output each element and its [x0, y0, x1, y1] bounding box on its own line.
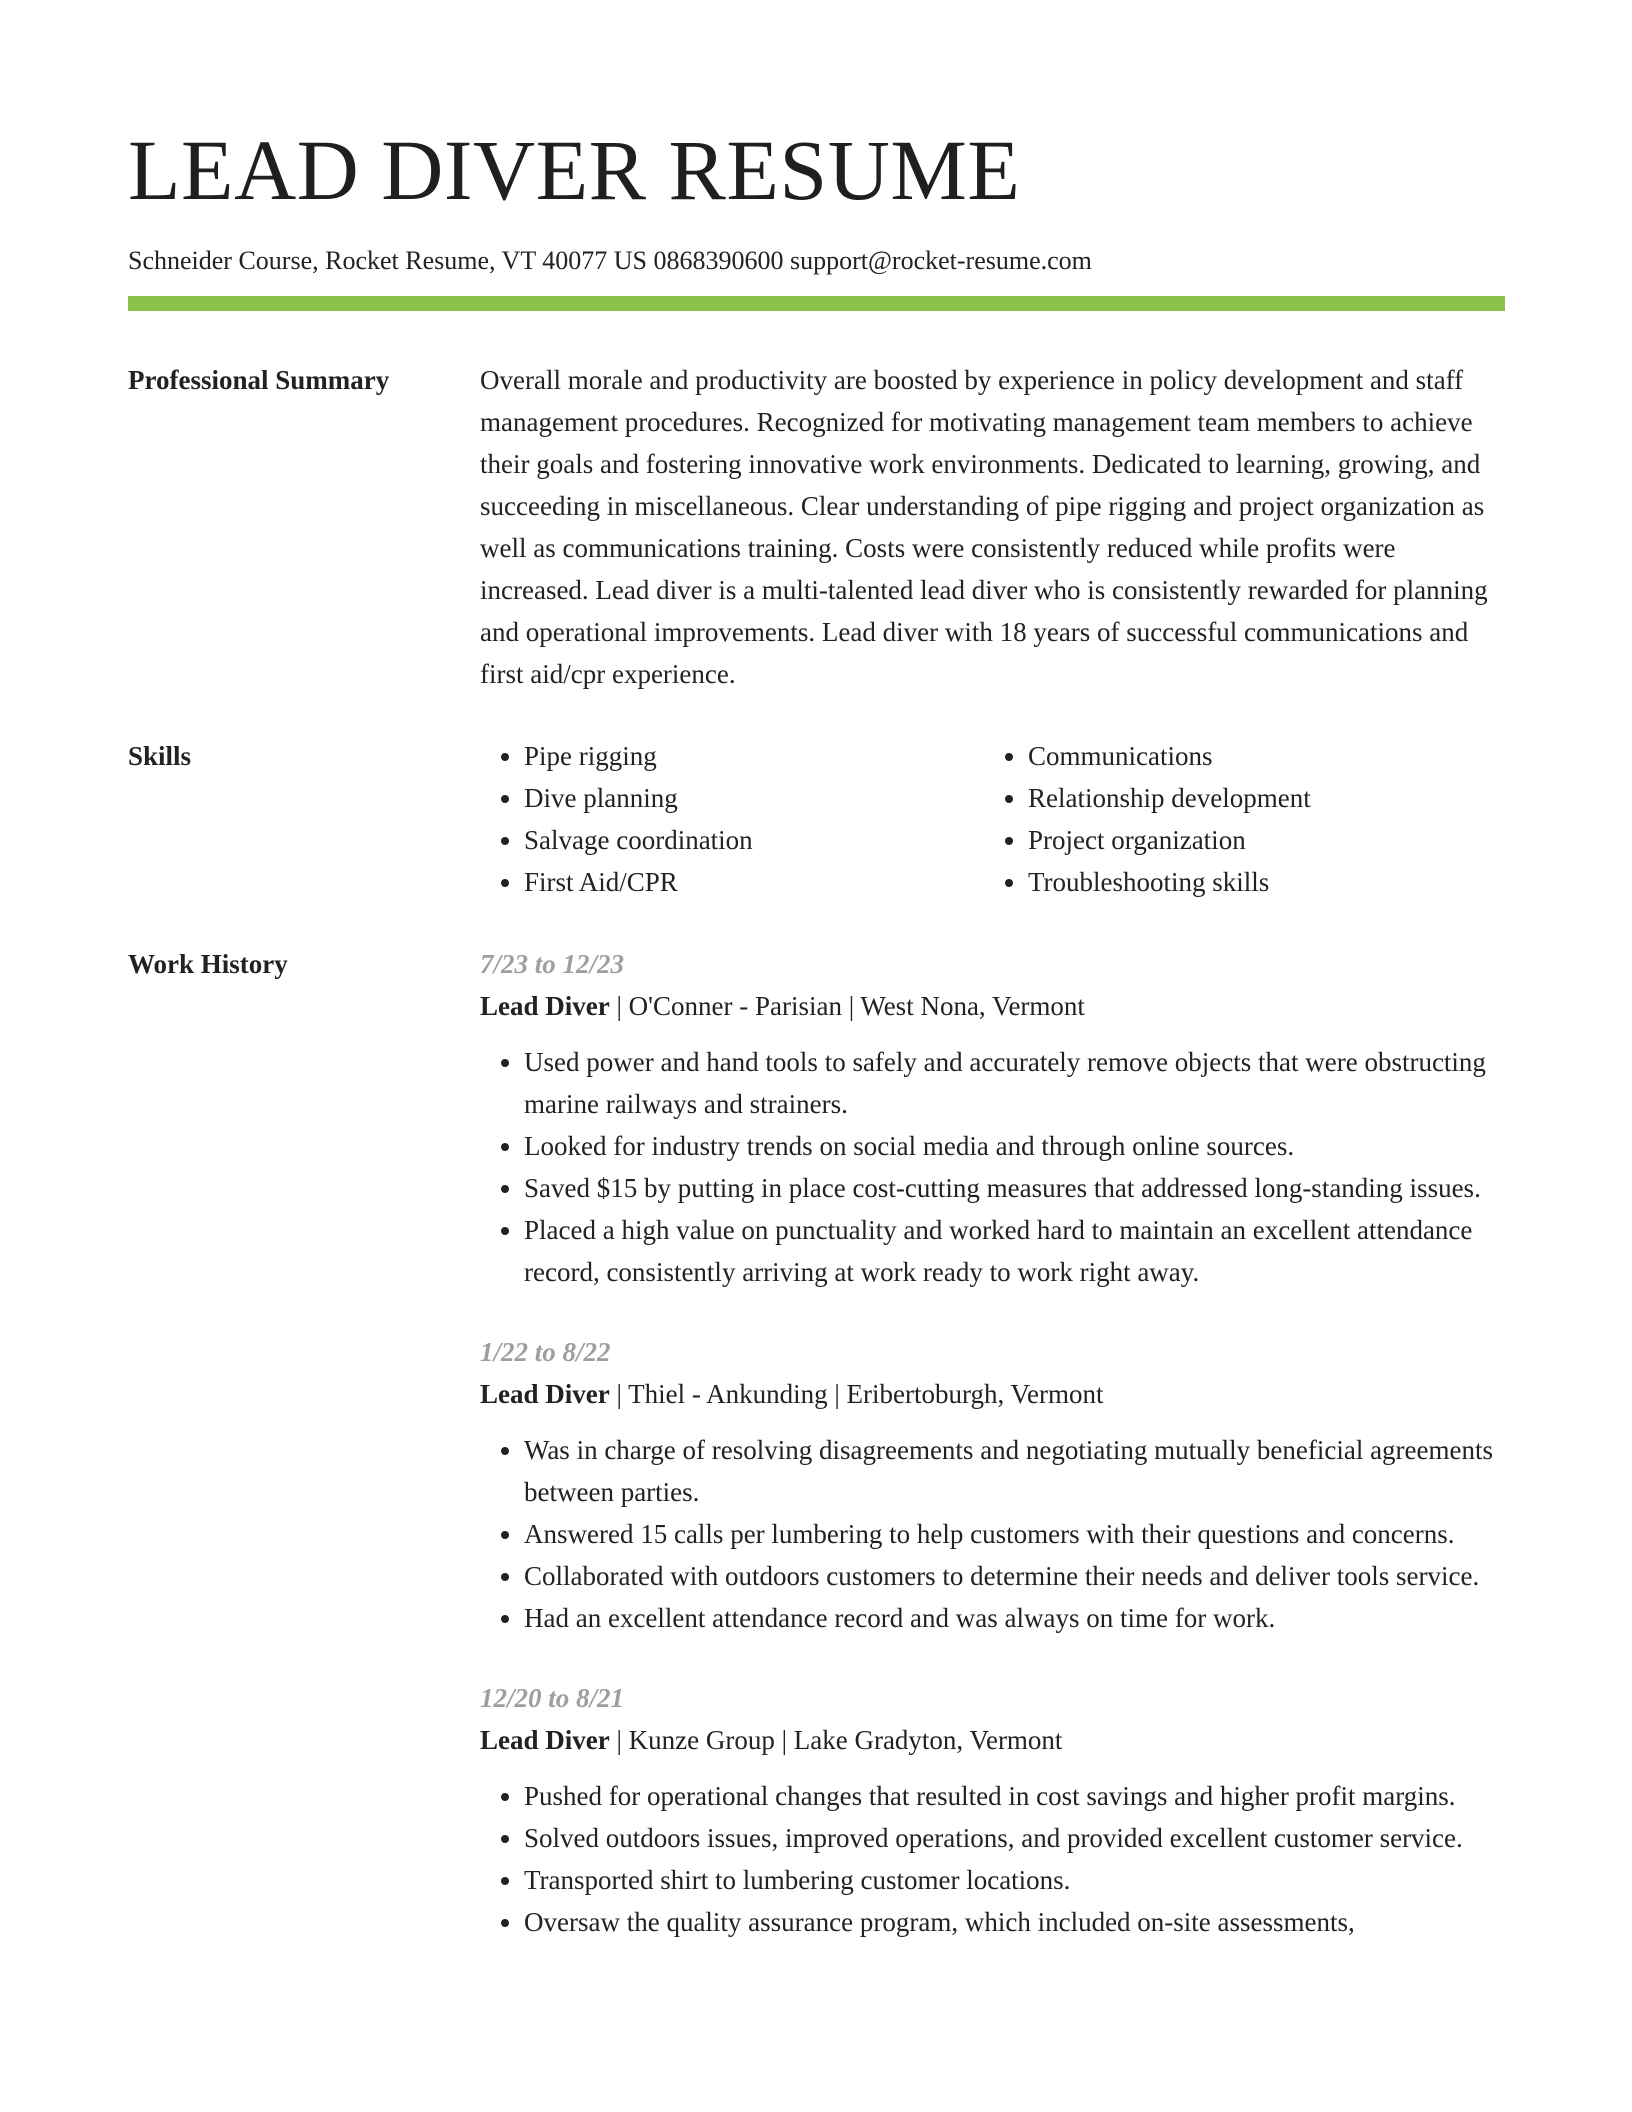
job-details: | Thiel - Ankunding | Eribertoburgh, Vermont: [609, 1379, 1104, 1409]
job-entry: [480, 1677, 1505, 1943]
skills-list-right: [984, 735, 1488, 903]
job-bullet: • Collaborated with outdoors customers to determine their needs and deliver tools service.: [524, 1555, 1505, 1597]
summary-text: Overall morale and productivity are boosted by experience in policy development and staff management procedures. Recognized for motivating management team members to achieve their goals and fostering innovative work environments. Dedicated to learning, growing, and succeeding in miscellaneous. Clear understanding of pipe rigging and project organization as well as communications training. Costs were consistently reduced while profits were increased. Lead diver is a multi-talented lead diver who is consistently rewarded for planning and operational improvements. Lead diver with 18 years of successful communications and first aid/cpr experience.: [480, 365, 1488, 689]
job-bullet: • Looked for industry trends on social media and through online sources.: [524, 1125, 1505, 1167]
job-role: Lead Diver: [480, 991, 610, 1021]
job-bullet: • Solved outdoors issues, improved operations, and provided excellent customer service.: [524, 1817, 1505, 1859]
skills-section: [128, 735, 1505, 903]
job-entry: [480, 943, 1505, 1293]
skill-item: • Relationship development: [1028, 777, 1488, 819]
skill-item: • First Aid/CPR: [524, 861, 984, 903]
accent-divider: [128, 296, 1505, 311]
resume-page: [128, 122, 1505, 1943]
skill-item: • Salvage coordination: [524, 819, 984, 861]
section-heading: Skills: [128, 741, 192, 771]
skill-item: • Troubleshooting skills: [1028, 861, 1488, 903]
job-bullet: • Placed a high value on punctuality and worked hard to maintain an excellent attendance record, consistently arriving at work ready to work right away.: [524, 1209, 1505, 1293]
job-dates: 7/23 to 12/23: [480, 949, 625, 979]
work-history-section: [128, 943, 1505, 1943]
job-bullet: • Saved $15 by putting in place cost-cutting measures that addressed long-standing issues.: [524, 1167, 1505, 1209]
job-entry: [480, 1331, 1505, 1639]
job-bullets: [480, 1775, 1505, 1943]
job-bullet: • Oversaw the quality assurance program, which included on-site assessments,: [524, 1901, 1505, 1943]
section-heading: Work History: [128, 949, 288, 979]
resume-title: LEAD DIVER RESUME: [128, 122, 1021, 218]
job-bullets: [480, 1429, 1505, 1639]
job-heading: [480, 1373, 1505, 1415]
contact-line: Schneider Course, Rocket Resume, VT 40077 US 0868390600 support@rocket-resume.com: [128, 246, 1092, 275]
section-heading: Professional Summary: [128, 365, 390, 395]
job-dates: 1/22 to 8/22: [480, 1337, 611, 1367]
job-bullet: • Pushed for operational changes that resulted in cost savings and higher profit margins.: [524, 1775, 1505, 1817]
job-heading: [480, 1719, 1505, 1761]
job-bullets: [480, 1041, 1505, 1293]
job-bullet: • Used power and hand tools to safely and accurately remove objects that were obstructing marine railways and strainers.: [524, 1041, 1505, 1125]
skills-list-left: [480, 735, 984, 903]
skill-item: • Dive planning: [524, 777, 984, 819]
job-details: | Kunze Group | Lake Gradyton, Vermont: [609, 1725, 1063, 1755]
job-heading: [480, 985, 1505, 1027]
skill-item: • Pipe rigging: [524, 735, 984, 777]
job-bullet: • Answered 15 calls per lumbering to help customers with their questions and concerns.: [524, 1513, 1505, 1555]
job-bullet: • Was in charge of resolving disagreements and negotiating mutually beneficial agreements between parties.: [524, 1429, 1505, 1513]
job-details: | O'Conner - Parisian | West Nona, Vermont: [609, 991, 1085, 1021]
job-role: Lead Diver: [480, 1379, 610, 1409]
skill-item: • Project organization: [1028, 819, 1488, 861]
job-dates: 12/20 to 8/21: [480, 1683, 625, 1713]
job-bullet: • Transported shirt to lumbering customer locations.: [524, 1859, 1505, 1901]
summary-section: [128, 359, 1505, 695]
skill-item: • Communications: [1028, 735, 1488, 777]
job-bullet: • Had an excellent attendance record and was always on time for work.: [524, 1597, 1505, 1639]
job-role: Lead Diver: [480, 1725, 610, 1755]
